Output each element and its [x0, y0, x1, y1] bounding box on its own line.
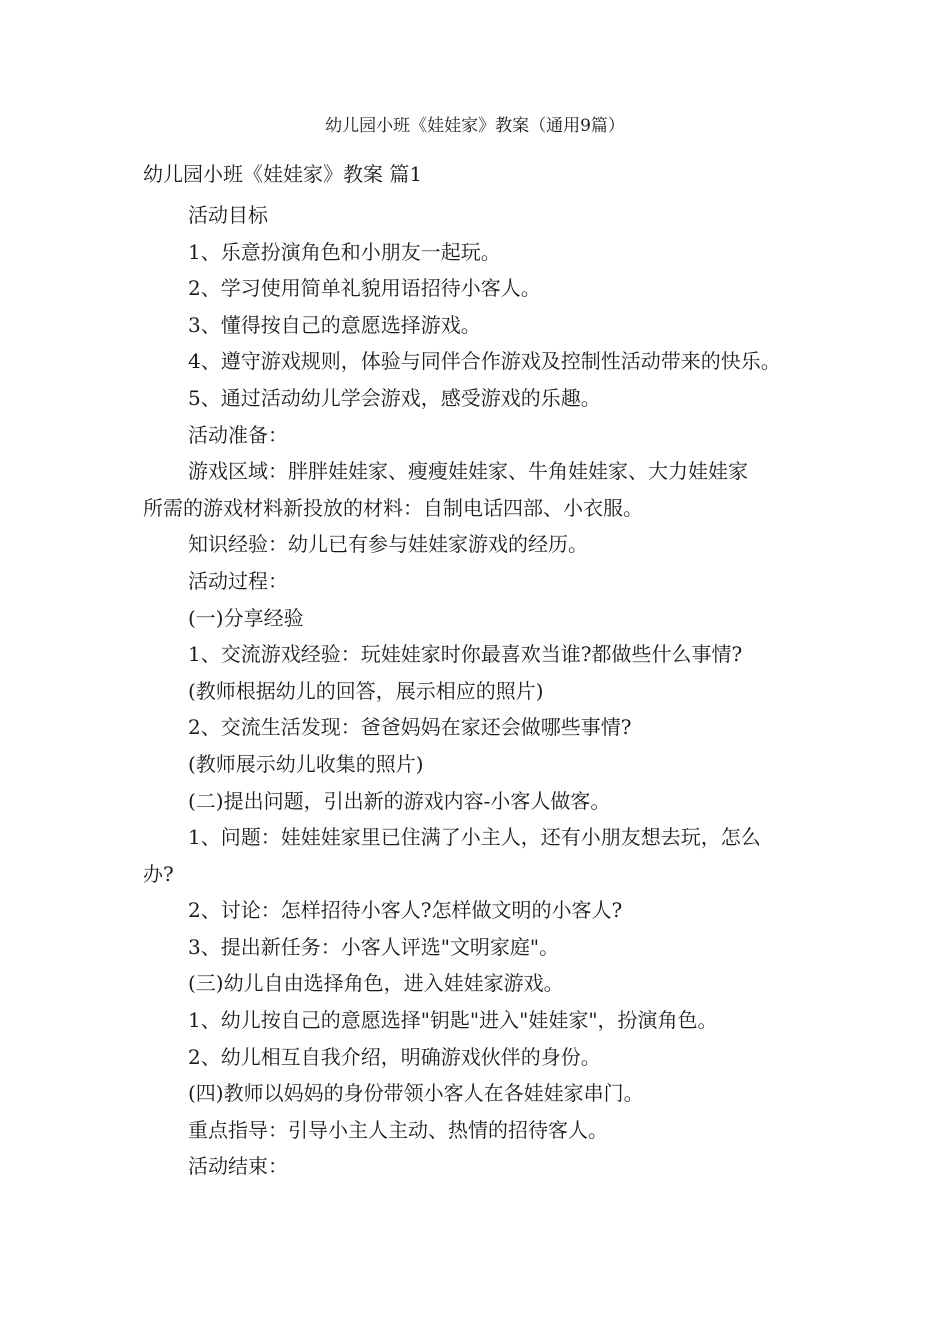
paragraph-line: 知识经验：幼儿已有参与娃娃家游戏的经历。	[188, 532, 588, 557]
paragraph-line: 1、问题：娃娃娃家里已住满了小主人，还有小朋友想去玩，怎么	[188, 825, 761, 850]
paragraph-line: 活动目标	[188, 203, 268, 227]
paragraph-line: 重点指导：引导小主人主动、热情的招待客人。	[188, 1117, 608, 1142]
paragraph-line: 2、交流生活发现：爸爸妈妈在家还会做哪些事情?	[188, 715, 632, 740]
paragraph-line: 4、遵守游戏规则，体验与同伴合作游戏及控制性活动带来的快乐。	[188, 349, 781, 374]
paragraph-line: (一)分享经验	[188, 605, 304, 630]
paragraph-line: 活动结束：	[188, 1154, 288, 1179]
paragraph-line: 2、学习使用简单礼貌用语招待小客人。	[188, 276, 541, 301]
document-body	[143, 197, 823, 1185]
paragraph-line: (教师展示幼儿收集的照片)	[188, 751, 424, 776]
paragraph-line: (教师根据幼儿的回答，展示相应的照片)	[188, 678, 544, 703]
paragraph-line: 2、幼儿相互自我介绍，明确游戏伙伴的身份。	[188, 1044, 601, 1069]
paragraph-line: 活动准备：	[188, 422, 288, 447]
paragraph-line: 活动过程：	[188, 568, 288, 593]
paragraph-line: 5、通过活动幼儿学会游戏，感受游戏的乐趣。	[188, 385, 601, 410]
paragraph-line: 游戏区域：胖胖娃娃家、瘦瘦娃娃家、牛角娃娃家、大力娃娃家	[188, 459, 748, 484]
paragraph-line: 3、提出新任务：小客人评选"文明家庭"。	[188, 934, 560, 959]
paragraph-line: (二)提出问题，引出新的游戏内容-小客人做客。	[188, 788, 611, 813]
paragraph-line: (四)教师以妈妈的身份带领小客人在各娃娃家串门。	[188, 1081, 644, 1106]
section-heading: 幼儿园小班《娃娃家》教案 篇1	[143, 162, 423, 186]
paragraph-line: (三)幼儿自由选择角色，进入娃娃家游戏。	[188, 971, 564, 996]
paragraph-line: 办?	[143, 861, 174, 886]
paragraph-line: 1、幼儿按自己的意愿选择"钥匙"进入"娃娃家"，扮演角色。	[188, 1008, 718, 1033]
document-title: 幼儿园小班《娃娃家》教案（通用9篇）	[325, 116, 625, 136]
paragraph-line: 所需的游戏材料新投放的材料：自制电话四部、小衣服。	[143, 495, 643, 520]
paragraph-line: 2、讨论：怎样招待小客人?怎样做文明的小客人?	[188, 898, 623, 923]
paragraph-line: 3、懂得按自己的意愿选择游戏。	[188, 312, 481, 337]
paragraph-line: 1、乐意扮演角色和小朋友一起玩。	[188, 239, 501, 264]
paragraph-line: 1、交流游戏经验：玩娃娃家时你最喜欢当谁?都做些什么事情?	[188, 642, 743, 667]
